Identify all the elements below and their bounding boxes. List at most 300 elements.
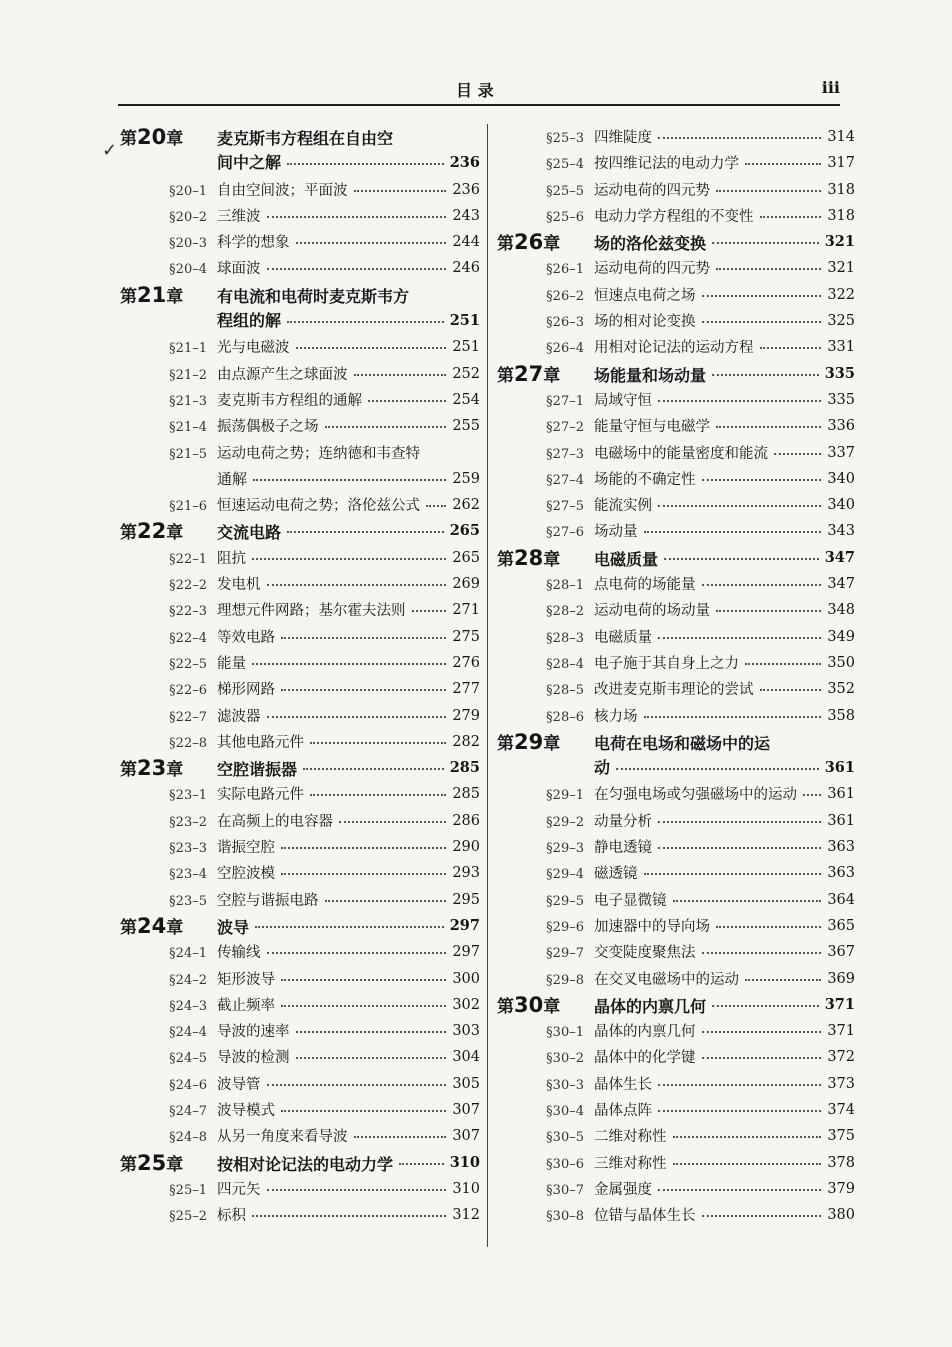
- section-number: §20–3: [169, 236, 207, 252]
- dot-leader: [712, 242, 819, 244]
- page-ref: 307: [450, 1123, 480, 1149]
- page-ref: 364: [825, 887, 855, 913]
- section-entry: [497, 518, 855, 544]
- section-number: §23–2: [169, 814, 207, 830]
- section-title: 运动电荷的四元势: [594, 261, 710, 278]
- section-entry: [497, 676, 855, 702]
- section-entry: [120, 334, 480, 360]
- chapter-number: [120, 282, 217, 310]
- section-entry: [497, 440, 855, 466]
- chapter-title: 电荷在电场和磁场中的运: [594, 733, 771, 753]
- page-ref: 286: [450, 808, 480, 834]
- page-ref: 373: [825, 1071, 855, 1097]
- section-number: §29–3: [546, 841, 584, 857]
- section-number: §27–2: [546, 420, 584, 436]
- page-ref: 336: [825, 413, 855, 439]
- section-title: 按四维记法的电动力学: [594, 156, 739, 173]
- section-number: §21–6: [169, 499, 207, 515]
- chapter-prefix: 第: [120, 917, 137, 938]
- page-ref: 321: [823, 229, 855, 255]
- dot-leader: [658, 1189, 821, 1191]
- dot-leader: [702, 479, 821, 481]
- section-entry: [120, 676, 480, 702]
- section-number: §30–1: [546, 1025, 584, 1041]
- chapter-entry-continued: [120, 308, 480, 334]
- chapter-entry: [497, 229, 855, 255]
- section-title: 麦克斯韦方程组的通解: [217, 392, 362, 409]
- chapter-number: [120, 755, 217, 783]
- section-title: 晶体中的化学键: [594, 1050, 696, 1067]
- page-ref: 375: [825, 1123, 855, 1149]
- section-number: §22–5: [169, 656, 207, 672]
- section-title: 磁透镜: [594, 866, 638, 883]
- chapter-number: [497, 229, 594, 257]
- dot-leader: [702, 584, 821, 586]
- section-title: 四维陡度: [594, 130, 652, 146]
- page-ref: 325: [825, 308, 855, 334]
- page-ref: 378: [825, 1150, 855, 1176]
- section-number: §30–2: [546, 1051, 584, 1067]
- toc-left-column: [120, 124, 480, 1228]
- section-entry: [497, 492, 855, 518]
- section-entry: [497, 597, 855, 623]
- page-ref: 317: [825, 150, 855, 176]
- chapter-title: 动: [594, 758, 611, 778]
- section-title: 场能的不确定性: [594, 471, 696, 488]
- page-ref: 352: [825, 676, 855, 702]
- dot-leader: [658, 1110, 821, 1112]
- page-ref: 236: [450, 177, 480, 203]
- dot-leader: [267, 952, 446, 954]
- section-title: 理想元件网路；基尔霍夫法则: [217, 603, 406, 620]
- dot-leader: [412, 610, 446, 612]
- toc-right-column: [497, 124, 855, 1228]
- page-ref: 335: [825, 387, 855, 413]
- section-entry: [497, 966, 855, 992]
- section-title: 能流实例: [594, 498, 652, 515]
- chapter-prefix: 第: [497, 996, 514, 1017]
- section-title: 从另一角度来看导波: [217, 1129, 348, 1146]
- section-number: §27–6: [546, 525, 584, 541]
- dot-leader: [253, 479, 446, 481]
- dot-leader: [760, 347, 821, 349]
- section-number: §27–5: [546, 499, 584, 515]
- section-entry: [497, 1071, 855, 1097]
- section-entry: [120, 860, 480, 886]
- section-entry: [120, 440, 480, 466]
- dot-leader: [760, 216, 821, 218]
- section-title: 能量: [217, 655, 246, 672]
- page-ref: 367: [825, 939, 855, 965]
- section-title: 波导模式: [217, 1102, 275, 1119]
- section-number: §22–1: [169, 551, 207, 567]
- section-title: 电子施于其自身上之力: [594, 655, 739, 672]
- page-ref: 314: [825, 124, 855, 150]
- page-ref: 358: [825, 703, 855, 729]
- dot-leader: [644, 873, 821, 875]
- chapter-prefix: 第: [120, 523, 137, 544]
- dot-leader: [658, 847, 821, 849]
- chapter-suffix: 章: [166, 129, 184, 149]
- section-entry: [497, 808, 855, 834]
- section-entry: [497, 1202, 855, 1228]
- page-ref: 337: [825, 440, 855, 466]
- page-ref: 276: [450, 650, 480, 676]
- section-title: 场的相对论变换: [594, 314, 696, 331]
- dot-leader: [310, 794, 446, 796]
- section-title: 波导管: [217, 1076, 261, 1093]
- section-entry: [120, 624, 480, 650]
- dot-leader: [658, 637, 821, 639]
- section-number: §22–4: [169, 630, 207, 646]
- dot-leader: [267, 1084, 446, 1086]
- section-title: 电子显微镜: [594, 892, 667, 909]
- section-title: 位错与晶体生长: [594, 1208, 696, 1225]
- section-number: §21–1: [169, 341, 207, 357]
- section-number: §25–4: [546, 157, 584, 173]
- section-entry: [497, 1176, 855, 1202]
- section-number: §24–1: [169, 946, 207, 962]
- section-title: 由点源产生之球面波: [217, 366, 348, 383]
- section-entry: [120, 781, 480, 807]
- section-title: 恒速点电荷之场: [594, 287, 696, 304]
- page-ref: 307: [450, 1097, 480, 1123]
- section-number: §27–3: [546, 446, 584, 462]
- chapter-title: 间中之解: [217, 153, 282, 173]
- page-number: iii: [821, 78, 840, 97]
- section-number: §30–4: [546, 1103, 584, 1119]
- page-ref: 259: [450, 466, 480, 492]
- page-ref: 365: [825, 913, 855, 939]
- chapter-entry-continued: [120, 150, 480, 176]
- section-entry: [497, 1150, 855, 1176]
- section-number: §21–2: [169, 367, 207, 383]
- chapter-title: 电磁质量: [594, 549, 659, 569]
- dot-leader: [267, 1189, 446, 1191]
- section-title: 阻抗: [217, 550, 246, 567]
- chapter-number: [120, 1150, 217, 1178]
- section-entry-continued: [120, 466, 480, 492]
- dot-leader: [774, 453, 821, 455]
- dot-leader: [745, 979, 821, 981]
- section-number: §30–7: [546, 1182, 584, 1198]
- section-title: 空腔波模: [217, 866, 275, 883]
- section-number: §20–4: [169, 262, 207, 278]
- dot-leader: [281, 637, 446, 639]
- section-number: §24–6: [169, 1077, 207, 1093]
- page-ref: 310: [450, 1176, 480, 1202]
- page-ref: 361: [823, 755, 855, 781]
- dot-leader: [267, 584, 446, 586]
- section-title: 导波的检测: [217, 1050, 290, 1067]
- chapter-number: [120, 124, 217, 152]
- chapter-prefix: 第: [497, 365, 514, 386]
- section-number: §30–8: [546, 1209, 584, 1225]
- dot-leader: [354, 374, 446, 376]
- dot-leader: [702, 952, 821, 954]
- dot-leader: [716, 268, 821, 270]
- chapter-number-value: 25: [137, 1150, 167, 1175]
- section-number: §23–4: [169, 867, 207, 883]
- section-number: §28–6: [546, 709, 584, 725]
- section-entry: [497, 703, 855, 729]
- section-title: 空腔与谐振电路: [217, 892, 319, 909]
- page-ref: 290: [450, 834, 480, 860]
- page-ref: 318: [825, 177, 855, 203]
- chapter-entry: [120, 1150, 480, 1176]
- page-ref: 343: [825, 518, 855, 544]
- section-title: 场动量: [594, 524, 638, 541]
- section-title: 恒速运动电荷之势；洛伦兹公式: [217, 498, 420, 515]
- section-number: §22–2: [169, 578, 207, 594]
- section-entry: [497, 913, 855, 939]
- dot-leader: [296, 1031, 446, 1033]
- section-title: 在匀强电场或匀强磁场中的运动: [594, 787, 797, 804]
- chapter-number: [497, 992, 594, 1020]
- section-title: 矩形波导: [217, 971, 275, 988]
- header-rule: [118, 104, 840, 106]
- dot-leader: [287, 531, 444, 533]
- section-entry: [120, 203, 480, 229]
- section-entry: [497, 781, 855, 807]
- section-entry: [497, 177, 855, 203]
- chapter-entry: [497, 545, 855, 571]
- chapter-number-value: 23: [137, 756, 167, 781]
- section-number: §24–7: [169, 1103, 207, 1119]
- dot-leader: [673, 1163, 821, 1165]
- section-number: §26–1: [546, 262, 584, 278]
- section-number: §20–1: [169, 183, 207, 199]
- chapter-title: 麦克斯韦方程组在自由空: [217, 129, 394, 148]
- chapter-number-value: 22: [137, 519, 167, 544]
- chapter-number-value: 27: [514, 361, 544, 386]
- section-title: 晶体的内禀几何: [594, 1024, 696, 1041]
- page-title: 目 录: [456, 81, 494, 100]
- dot-leader: [310, 742, 446, 744]
- page-ref: 305: [450, 1071, 480, 1097]
- chapter-entry: [497, 992, 855, 1018]
- section-entry: [120, 597, 480, 623]
- section-number: §30–3: [546, 1077, 584, 1093]
- page-ref: 262: [450, 492, 480, 518]
- chapter-title: 晶体的内禀几何: [594, 996, 707, 1016]
- section-number: §30–6: [546, 1156, 584, 1172]
- dot-leader: [702, 1057, 821, 1059]
- dot-leader: [616, 768, 819, 770]
- dot-leader: [267, 268, 446, 270]
- section-entry: [497, 255, 855, 281]
- page-ref: 347: [823, 545, 855, 571]
- pen-mark-icon: ✓: [102, 140, 118, 161]
- chapter-suffix: 章: [166, 1154, 184, 1175]
- page-ref: 271: [450, 597, 480, 623]
- dot-leader: [803, 794, 821, 796]
- section-entry: [120, 492, 480, 518]
- dot-leader: [296, 242, 446, 244]
- chapter-prefix: 第: [497, 733, 514, 754]
- chapter-title: 场的洛伦兹变换: [594, 234, 707, 254]
- section-number: §25–6: [546, 209, 584, 225]
- page-ref: 363: [825, 860, 855, 886]
- dot-leader: [716, 926, 821, 928]
- page-ref: 312: [450, 1202, 480, 1228]
- section-number: §29–1: [546, 788, 584, 804]
- section-title: 局域守恒: [594, 392, 652, 409]
- page-ref: 347: [825, 571, 855, 597]
- section-title: 通解: [217, 469, 248, 488]
- dot-leader: [745, 163, 821, 165]
- dot-leader: [673, 1136, 821, 1138]
- page-ref: 379: [825, 1176, 855, 1202]
- section-number: §22–7: [169, 709, 207, 725]
- section-entry: [497, 624, 855, 650]
- section-number: §23–3: [169, 841, 207, 857]
- chapter-prefix: 第: [120, 129, 137, 149]
- dot-leader: [716, 426, 821, 428]
- page-ref: 363: [825, 834, 855, 860]
- section-title: 梯形网路: [217, 682, 275, 699]
- page-ref: 340: [825, 466, 855, 492]
- section-title: 三维波: [217, 208, 261, 225]
- section-title: 自由空间波；平面波: [217, 182, 348, 199]
- dot-leader: [658, 137, 821, 139]
- section-number: §28–4: [546, 656, 584, 672]
- dot-leader: [281, 979, 446, 981]
- section-entry: [497, 1018, 855, 1044]
- chapter-title: 波导: [217, 917, 250, 937]
- section-title: 实际电路元件: [217, 787, 304, 804]
- chapter-suffix: 章: [543, 234, 561, 255]
- section-number: §28–3: [546, 630, 584, 646]
- chapter-suffix: 章: [543, 733, 561, 754]
- section-title: 运动电荷的四元势: [594, 182, 710, 199]
- dot-leader: [281, 873, 446, 875]
- section-entry: [497, 860, 855, 886]
- page-ref: 275: [450, 624, 480, 650]
- dot-leader: [252, 663, 446, 665]
- section-number: §28–2: [546, 604, 584, 620]
- section-number: §29–4: [546, 867, 584, 883]
- dot-leader: [644, 531, 821, 533]
- dot-leader: [267, 716, 446, 718]
- section-number: §22–8: [169, 735, 207, 751]
- section-entry: [120, 1044, 480, 1070]
- section-number: §24–5: [169, 1051, 207, 1067]
- section-title: 标积: [217, 1208, 246, 1225]
- dot-leader: [658, 1084, 821, 1086]
- page-ref: 361: [825, 781, 855, 807]
- chapter-number-value: 28: [514, 545, 544, 570]
- page-ref: 282: [450, 729, 480, 755]
- section-title: 滤波器: [217, 708, 261, 725]
- page-ref: 269: [450, 571, 480, 597]
- section-title: 动量分析: [594, 813, 652, 830]
- section-entry: [120, 939, 480, 965]
- dot-leader: [281, 1110, 446, 1112]
- section-entry: [497, 1044, 855, 1070]
- section-title: 晶体生长: [594, 1076, 652, 1093]
- section-title: 核力场: [594, 708, 638, 725]
- dot-leader: [716, 610, 821, 612]
- page-ref: 380: [825, 1202, 855, 1228]
- section-title: 电动力学方程组的不变性: [594, 208, 754, 225]
- section-entry: [120, 361, 480, 387]
- page-ref: 252: [450, 361, 480, 387]
- section-title: 科学的想象: [217, 235, 290, 252]
- section-entry: [120, 887, 480, 913]
- chapter-prefix: 第: [120, 760, 137, 781]
- section-entry: [120, 992, 480, 1018]
- page-ref: 236: [448, 150, 480, 176]
- chapter-number: [497, 729, 594, 757]
- chapter-number: [120, 913, 217, 941]
- section-title: 在高频上的电容器: [217, 813, 333, 830]
- dot-leader: [702, 1215, 821, 1217]
- chapter-number-value: 30: [514, 992, 544, 1017]
- section-number: §29–6: [546, 919, 584, 935]
- section-title: 截止频率: [217, 997, 275, 1014]
- dot-leader: [658, 505, 821, 507]
- chapter-suffix: 章: [166, 286, 184, 307]
- section-title: 在交叉电磁场中的运动: [594, 971, 739, 988]
- section-entry: [120, 229, 480, 255]
- page-ref: 303: [450, 1018, 480, 1044]
- chapter-entry-continued: [497, 755, 855, 781]
- chapter-title: 空腔谐振器: [217, 760, 298, 780]
- page-ref: 251: [450, 334, 480, 360]
- chapter-number-value: 21: [137, 282, 167, 307]
- section-title: 导波的速率: [217, 1024, 290, 1041]
- section-entry: [497, 203, 855, 229]
- section-number: §26–4: [546, 341, 584, 357]
- page-ref: 340: [825, 492, 855, 518]
- chapter-number-value: 24: [137, 913, 167, 938]
- section-title: 三维对称性: [594, 1155, 667, 1172]
- chapter-suffix: 章: [166, 760, 184, 781]
- dot-leader: [368, 400, 446, 402]
- chapter-prefix: 第: [120, 286, 137, 307]
- section-entry: [120, 413, 480, 439]
- section-title: 金属强度: [594, 1181, 652, 1198]
- section-title: 电磁场中的能量密度和能流: [594, 445, 768, 462]
- page-ref: 302: [450, 992, 480, 1018]
- section-entry: [497, 571, 855, 597]
- dot-leader: [399, 1163, 444, 1165]
- dot-leader: [644, 716, 821, 718]
- section-title: 光与电磁波: [217, 340, 290, 357]
- page-ref: 293: [450, 860, 480, 886]
- page-ref: 349: [825, 624, 855, 650]
- dot-leader: [354, 190, 446, 192]
- section-entry: [497, 282, 855, 308]
- section-title: 交变陡度聚焦法: [594, 945, 696, 962]
- dot-leader: [296, 1057, 446, 1059]
- section-title: 点电荷的场能量: [594, 577, 696, 594]
- dot-leader: [745, 663, 821, 665]
- page-ref: 310: [448, 1150, 480, 1176]
- section-title: 能量守恒与电磁学: [594, 419, 710, 436]
- section-number: §25–2: [169, 1209, 207, 1225]
- section-entry: [497, 650, 855, 676]
- section-title: 用相对论记法的运动方程: [594, 340, 754, 357]
- page-ref: 255: [450, 413, 480, 439]
- section-entry: [120, 808, 480, 834]
- chapter-entry: [120, 755, 480, 781]
- section-number: §21–4: [169, 420, 207, 436]
- section-entry: [497, 1123, 855, 1149]
- chapter-suffix: 章: [166, 917, 184, 938]
- section-number: §25–3: [546, 131, 584, 146]
